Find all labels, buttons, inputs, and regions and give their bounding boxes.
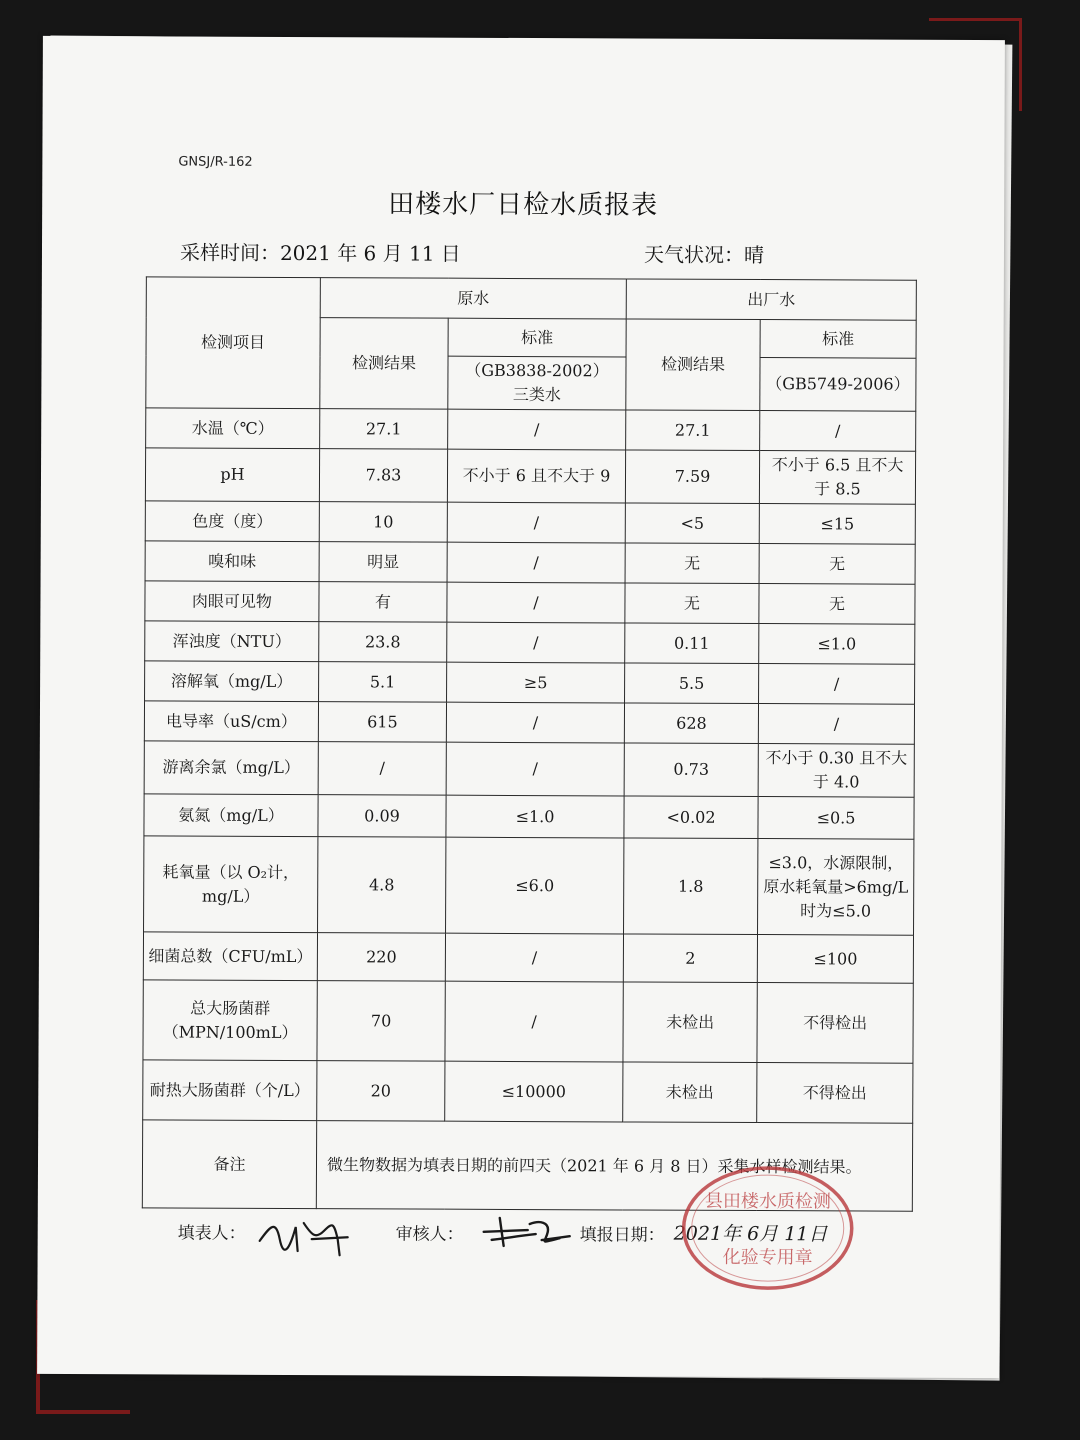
note-label: 备注 xyxy=(142,1120,316,1209)
raw-result-cell: 有 xyxy=(319,582,447,623)
table-row xyxy=(146,408,916,451)
header-raw-standard-code xyxy=(448,356,626,410)
raw-result-cell: 23.8 xyxy=(319,622,447,663)
finished-standard-cell: 无 xyxy=(759,584,915,625)
document-code: GNSJ/R-162 xyxy=(178,154,253,170)
header-item: 检测项目 xyxy=(146,277,321,409)
water-quality-table xyxy=(142,276,917,1211)
raw-standard-cell: ≤10000 xyxy=(445,1061,623,1122)
raw-standard-cell: / xyxy=(447,582,625,623)
item-cell: 细菌总数（CFU/mL） xyxy=(143,932,317,981)
item-cell: 氨氮（mg/L） xyxy=(144,794,318,837)
finished-result-cell: 5.5 xyxy=(625,663,759,704)
raw-result-cell: 70 xyxy=(317,981,445,1062)
finished-standard-cell: ≤15 xyxy=(759,504,915,545)
reviewer-label: 审核人： xyxy=(395,1224,464,1245)
raw-result-cell: 10 xyxy=(319,502,447,543)
finished-standard-cell: ≤1.0 xyxy=(759,624,915,665)
finished-result-cell: 1.8 xyxy=(624,838,758,935)
seal-bottom-text: 化验专用章 xyxy=(722,1246,813,1269)
table-row xyxy=(145,581,915,624)
finished-result-cell: <0.02 xyxy=(624,796,758,839)
date-label: 填报日期： xyxy=(579,1225,665,1246)
finished-result-cell: 无 xyxy=(625,583,759,624)
item-cell: 水温（℃） xyxy=(146,408,320,449)
finished-standard-cell: 不得检出 xyxy=(757,983,913,1064)
handwritten-date: 2021年 6月 11日 xyxy=(673,1222,828,1246)
header-raw-water: 原水 xyxy=(320,278,626,319)
table-row xyxy=(145,448,915,504)
raw-result-cell: 220 xyxy=(317,933,445,982)
table-row xyxy=(143,932,913,983)
table-row xyxy=(144,701,914,744)
report-title: 田楼水厂日检水质报表 xyxy=(388,189,659,221)
raw-standard-class: 三类水 xyxy=(512,384,561,405)
raw-result-cell: 5.1 xyxy=(319,662,447,703)
table-row xyxy=(143,1060,913,1123)
raw-standard-cell: 不小于 6 且不大于 9 xyxy=(447,449,625,503)
item-cell: 浑浊度（NTU） xyxy=(145,621,319,662)
item-cell: 游离余氯（mg/L） xyxy=(144,741,318,795)
header-finished-standard: 标准 xyxy=(760,320,916,359)
finished-standard-cell: 不小于 6.5 且不大于 8.5 xyxy=(759,451,915,505)
raw-standard-cell: / xyxy=(445,933,623,982)
header-finished-result: 检测结果 xyxy=(626,319,760,411)
finished-standard-cell: ≤0.5 xyxy=(758,797,914,840)
finished-result-cell: 0.11 xyxy=(625,623,759,664)
finished-result-cell: 0.73 xyxy=(624,743,758,797)
finished-result-cell: 7.59 xyxy=(625,450,759,504)
header-raw-standard: 标准 xyxy=(448,318,626,357)
finished-result-cell: 未检出 xyxy=(623,982,757,1063)
raw-result-cell: 27.1 xyxy=(320,409,448,450)
header-raw-result: 检测结果 xyxy=(320,318,448,410)
filler-label: 填表人： xyxy=(177,1223,246,1244)
raw-standard-cell: / xyxy=(446,702,624,743)
finished-result-cell: 未检出 xyxy=(623,1062,757,1123)
item-cell: 总大肠菌群（MPN/100mL） xyxy=(143,980,317,1061)
raw-result-cell: 明显 xyxy=(319,542,447,583)
raw-standard-cell: / xyxy=(447,502,625,543)
note-text: 微生物数据为填表日期的前四天（2021 年 6 月 8 日）采集水样检测结果。 xyxy=(316,1121,912,1212)
raw-result-cell: 4.8 xyxy=(318,837,446,934)
finished-result-cell: 无 xyxy=(625,543,759,584)
table-row xyxy=(145,661,915,704)
finished-standard-cell: / xyxy=(759,664,915,705)
item-cell: 溶解氧（mg/L） xyxy=(145,661,319,702)
raw-standard-cell: / xyxy=(445,981,623,1062)
item-cell: 耗氧量（以 O₂计，mg/L） xyxy=(144,836,318,933)
item-cell: 嗅和味 xyxy=(145,541,319,582)
table-row xyxy=(145,541,915,584)
lab-seal-stamp xyxy=(677,1163,858,1294)
header-finished-standard-code: （GB5749-2006） xyxy=(760,358,916,412)
item-cell: pH xyxy=(145,448,319,502)
raw-standard-cell: ≤1.0 xyxy=(446,795,624,838)
raw-standard-cell: / xyxy=(446,742,624,796)
report-sheet xyxy=(37,36,1005,1378)
finished-standard-cell: 不得检出 xyxy=(757,1063,913,1124)
raw-result-cell: 7.83 xyxy=(319,449,447,503)
filler-signature xyxy=(252,1209,362,1259)
table-row xyxy=(144,794,914,839)
item-cell: 电导率（uS/cm） xyxy=(144,701,318,742)
weather-status: 天气状况：晴 xyxy=(643,242,765,268)
finished-result-cell: 2 xyxy=(623,934,757,983)
finished-standard-cell: 无 xyxy=(759,544,915,585)
finished-standard-cell: / xyxy=(758,704,914,745)
raw-standard-cell: / xyxy=(448,409,626,450)
item-cell: 耐热大肠菌群（个/L） xyxy=(143,1060,317,1121)
finished-standard-cell: 不小于 0.30 且不大于 4.0 xyxy=(758,744,914,798)
data-rows xyxy=(143,408,916,1123)
finished-standard-cell: / xyxy=(760,411,916,452)
finished-result-cell: <5 xyxy=(625,503,759,544)
table-row xyxy=(144,741,914,797)
raw-standard-cell: / xyxy=(447,622,625,663)
item-cell: 肉眼可见物 xyxy=(145,581,319,622)
raw-result-cell: 20 xyxy=(317,1061,445,1122)
finished-result-cell: 628 xyxy=(624,703,758,744)
raw-result-cell: / xyxy=(318,742,446,796)
raw-standard-cell: ≥5 xyxy=(447,662,625,703)
table-row xyxy=(145,501,915,544)
item-cell: 色度（度） xyxy=(145,501,319,542)
table-row xyxy=(144,836,914,935)
sampling-time: 采样时间：2021 年 6 月 11 日 xyxy=(179,240,461,266)
raw-result-cell: 615 xyxy=(318,702,446,743)
finished-standard-cell: ≤100 xyxy=(757,935,913,984)
raw-standard-cell: ≤6.0 xyxy=(446,837,624,934)
reviewer-signature xyxy=(478,1210,578,1254)
raw-standard-code: （GB3838-2002） xyxy=(465,360,609,381)
finished-standard-cell: ≤3.0，水源限制，原水耗氧量>6mg/L 时为≤5.0 xyxy=(758,839,914,936)
header-finished-water: 出厂水 xyxy=(626,279,916,320)
table-row xyxy=(145,621,915,664)
finished-result-cell: 27.1 xyxy=(626,410,760,451)
raw-result-cell: 0.09 xyxy=(318,795,446,838)
seal-org-text: 县田楼水质检测 xyxy=(704,1190,831,1213)
raw-standard-cell: / xyxy=(447,542,625,583)
table-row xyxy=(143,980,913,1063)
